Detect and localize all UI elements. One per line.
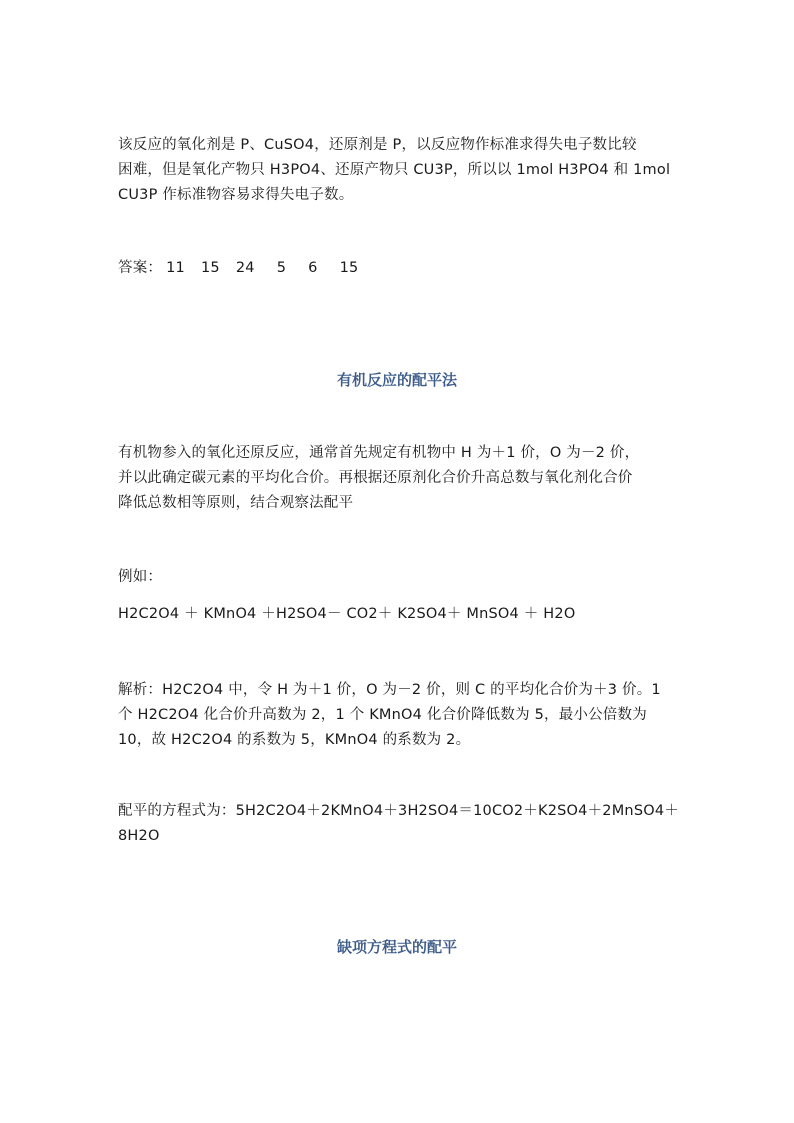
answer-value: 15 bbox=[200, 260, 220, 276]
paragraph-line: 困难，但是氧化产物只 H3PO4、还原产物只 CU3P，所以以 1mol H3PO4 和 1mol bbox=[118, 162, 671, 178]
paragraph-line: CU3P 作标准物容易求得失电子数。 bbox=[118, 187, 354, 203]
analysis-line: 个 H2C2O4 化合价升高数为 2，1 个 KMnO4 化合价降低数为 5，最小公倍数为 bbox=[118, 707, 647, 723]
answer-value: 15 bbox=[339, 260, 359, 276]
analysis-line: 解析：H2C2O4 中，令 H 为＋1 价，O 为－2 价，则 C 的平均化合价为＋3 价。1 bbox=[118, 682, 661, 698]
paragraph-line: 有机物参入的氧化还原反应，通常首先规定有机物中 H 为＋1 价，O 为－2 价， bbox=[118, 445, 640, 461]
paragraph-line: 该反应的氧化剂是 P、CuSO4，还原剂是 P，以反应物作标准求得失电子数比较 bbox=[118, 137, 637, 153]
answer-value: 5 bbox=[276, 260, 287, 276]
section-heading: 有机反应的配平法 bbox=[336, 371, 457, 389]
balanced-equation-line: 8H2O bbox=[118, 828, 160, 844]
paragraph-line: 并以此确定碳元素的平均化合价。再根据还原剂化合价升高总数与氧化剂化合价 bbox=[118, 470, 633, 486]
answer-value: 24 bbox=[235, 260, 255, 276]
section-heading: 缺项方程式的配平 bbox=[336, 938, 457, 956]
paragraph-line: 降低总数相等原则，结合观察法配平 bbox=[118, 495, 354, 511]
chemical-equation: H2C2O4 ＋ KMnO4 ＋H2SO4－ CO2＋ K2SO4＋ MnSO4 ＋ H2O bbox=[118, 606, 576, 622]
analysis-line: 10，故 H2C2O4 的系数为 5，KMnO4 的系数为 2。 bbox=[118, 732, 471, 748]
example-label: 例如： bbox=[118, 569, 163, 585]
answer-value: 6 bbox=[308, 260, 318, 276]
answer-value: 11 bbox=[166, 260, 185, 276]
balanced-equation-line: 配平的方程式为：5H2C2O4＋2KMnO4＋3H2SO4＝10CO2＋K2SO4＋2MnSO4＋ bbox=[118, 803, 679, 819]
answer-line bbox=[118, 258, 358, 278]
answer-label: 答案： bbox=[118, 260, 163, 276]
